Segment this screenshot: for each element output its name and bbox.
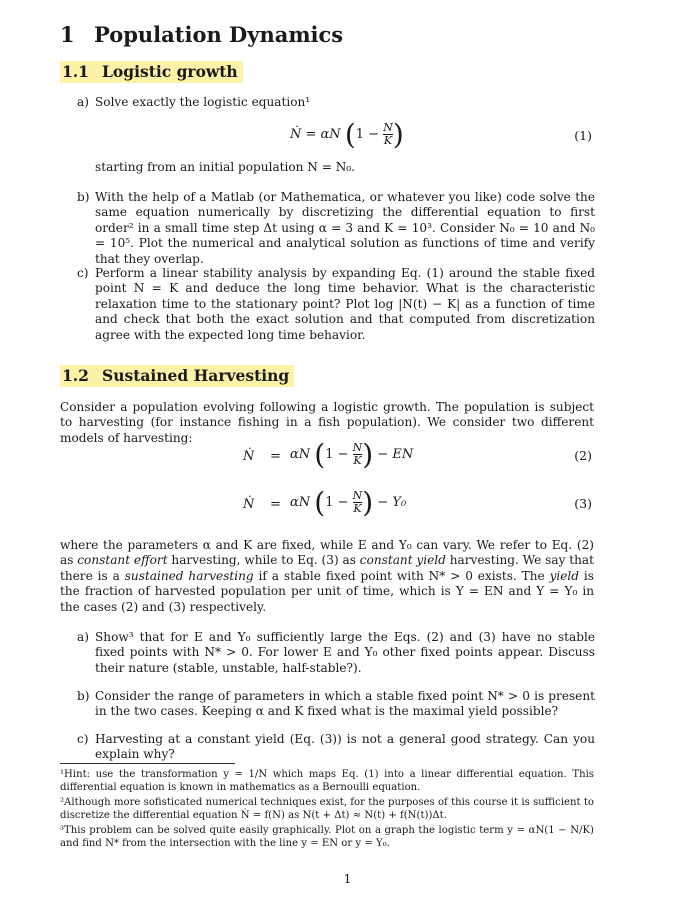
eq1-one: 1 − (355, 127, 380, 142)
equation-3: Ṅ (243, 497, 255, 512)
item-text: Solve exactly the logistic equation¹ (95, 95, 311, 109)
item-text: Perform a linear stability analysis by expanding Eq. (1) around the stable fixed point N = K and deduce the long time behavior. What is the characteristic relaxation time to the stationary point? Plot log |N(t) − K| as a function of time and check that both the exact solution and that computed from discretization agree with the expected long time behavior. (95, 266, 595, 342)
item-label: b) (77, 689, 90, 703)
item-label: a) (77, 95, 89, 109)
subsection-title-text: Sustained Harvesting (102, 366, 290, 385)
item-label: a) (77, 630, 89, 644)
subsection-title-logistic (60, 61, 243, 83)
equation-3-rhs: αN (1 − $\frac{N}{K}$ ) − Y₀ (290, 486, 407, 519)
page-number: 1 (343, 871, 352, 886)
document-page: 1 Population Dynamics 1.1 Logistic growth a) Solve exactly the logistic equation¹ Ṅ = αN (1 − $\frac{N}{K}$ ) (1) starting from an initial population N = N₀. b) With the help of a Matlab (or Mathematica, or whatever you like) code solve the same equation numerically by discretizing the differential equation to first order² in a small time step Δt using α = 3 and K = 10³. Consider N₀ = 10 and N₀ = 10⁵. Plot the numerical and analytical solution as functions of time and verify that they overlap. c) Perform a linear stability analysis by expanding Eq. (1) around the stable fixed point N = K and deduce the long time behavior. What is the characteristic relaxation time to the stationary point? Plot log |N(t) − K| as a function of time and check that both the exact solution and that computed from discretization agree with the expected long time behavior. 1.2 Sustained Harvesting Consider a population evolving following a logistic growth. The population is subject to harvesting (for instance fishing in a fish population). We consider two different models of harvesting: Ṅ = αN (1 − $\frac{N}{K}$ ) − EN (2) Ṅ = αN (1 − $\frac{N}{K}$ ) − Y₀ (3) where the parameters α and K are fixed, while E and Y₀ can vary. We refer to Eq. (2) as constant effort harvesting, while to Eq. (3) as constant yield harvesting. We say that there is a sustained harvesting if a stable fixed point with N* > 0 exists. The yield is the fraction of harvested population per unit of time, which is Y = EN and Y = Y₀ in the cases (2) and (3) respectively. a) Show³ that for E and Y₀ sufficiently large the Eqs. (2) and (3) have no stable fixed points with N* > 0. For lower E and Y₀ other fixed points appear. Discuss their nature (stable, unstable, half-stable?). b) Consider the range of parameters in which a stable fixed point N* > 0 is present in the two cases. Keeping α and K fixed what is the maximal yield possible? c) Harvesting at a constant yield (Eq. (3)) is not a general good strategy. Can you explain why? ¹Hint: use the transformation y = 1/N which maps Eq. (1) into a linear differential equation. This differential equation is known in mathematics as a Bernoulli equation. ²Although more sofisticated numerical techniques exist, for the purposes of this course it is sufficient to discretize the differential equation Ṅ = f(N) as N(t + Δt) ≈ N(t) + f(N(t))Δt. ³This problem can be solved quite easily graphically. Plot on a graph the logistic term y = αN(1 − N/K) and find N* from the intersection with the line y = EN or y = Y₀. 1 (0, 0, 695, 899)
eq1-lhs: Ṅ = αN (290, 127, 341, 142)
subsection-title-text: Logistic growth (102, 62, 238, 81)
equation-number-1: (1) (574, 128, 592, 143)
item-text: With the help of a Matlab (or Mathematica, or whatever you like) code solve the same equation numerically by discretizing the differential equation to first order² in a small time step Δt using α = 3 and K = 10³. Consider N₀ = 10 and N₀ = 10⁵. Plot the numerical and analytical solution as functions of time and verify that they overlap. (95, 190, 595, 266)
item-text: starting from an initial population N = N₀. (95, 160, 355, 174)
equation-number-2: (2) (574, 448, 592, 463)
footnote-rule (60, 763, 235, 764)
section-title-text: Population Dynamics (94, 22, 344, 47)
equation-2-rhs: αN (1 − $\frac{N}{K}$ ) − EN (290, 438, 414, 471)
equation-number-3: (3) (574, 496, 592, 511)
eq1-fraction: $\frac{N}{K}$ (383, 121, 393, 147)
footnote-1: ¹Hint: use the transformation y = 1/N which maps Eq. (1) into a linear differential equation. This differential equation is known in mathematics as a Bernoulli equation. (60, 769, 594, 794)
intro-paragraph: Consider a population evolving following a logistic growth. The population is subject to harvesting (for instance fishing in a fish population). We consider two different models of harvesting: (60, 400, 594, 445)
item-label: c) (77, 266, 89, 280)
footnote-2: ²Although more sofisticated numerical techniques exist, for the purposes of this course it is sufficient to discretize the differential equation Ṅ = f(N) as N(t + Δt) ≈ N(t) + f(N(t))Δt. (60, 797, 594, 822)
section-title (60, 22, 343, 47)
item-text: Harvesting at a constant yield (Eq. (3)) is not a general good strategy. Can you explain why? (95, 732, 595, 762)
item-text: Show³ that for E and Y₀ sufficiently large the Eqs. (2) and (3) have no stable fixed points with N* > 0. For lower E and Y₀ other fixed points appear. Discuss their nature (stable, unstable, half-stable?). (95, 630, 595, 675)
item-label: b) (77, 190, 90, 204)
footnote-3: ³This problem can be solved quite easily graphically. Plot on a graph the logistic term y = αN(1 − N/K) and find N* from the intersection with the line y = EN or y = Y₀. (60, 825, 594, 850)
item-text: Consider the range of parameters in which a stable fixed point N* > 0 is present in the two cases. Keeping α and K fixed what is the maximal yield possible? (95, 689, 595, 719)
equation-2: Ṅ (243, 449, 255, 464)
subsection-number: 1.2 (62, 366, 89, 385)
definition-paragraph: where the parameters α and K are fixed, while E and Y₀ can vary. We refer to Eq. (2) as constant effort harvesting, while to Eq. (3) as constant yield harvesting. We say that there is a sustained harvesting if a stable fixed point with N* > 0 exists. The yield is the fraction of harvested population per unit of time, which is Y = EN and Y = Y₀ in the cases (2) and (3) respectively. (60, 538, 594, 614)
subsection-number: 1.1 (62, 62, 89, 81)
item-label: c) (77, 732, 89, 746)
subsection-title-harvesting (60, 365, 294, 387)
section-number: 1 (60, 22, 75, 47)
equation-1: Ṅ = αN (1 − $\frac{N}{K}$ ) (290, 118, 404, 151)
